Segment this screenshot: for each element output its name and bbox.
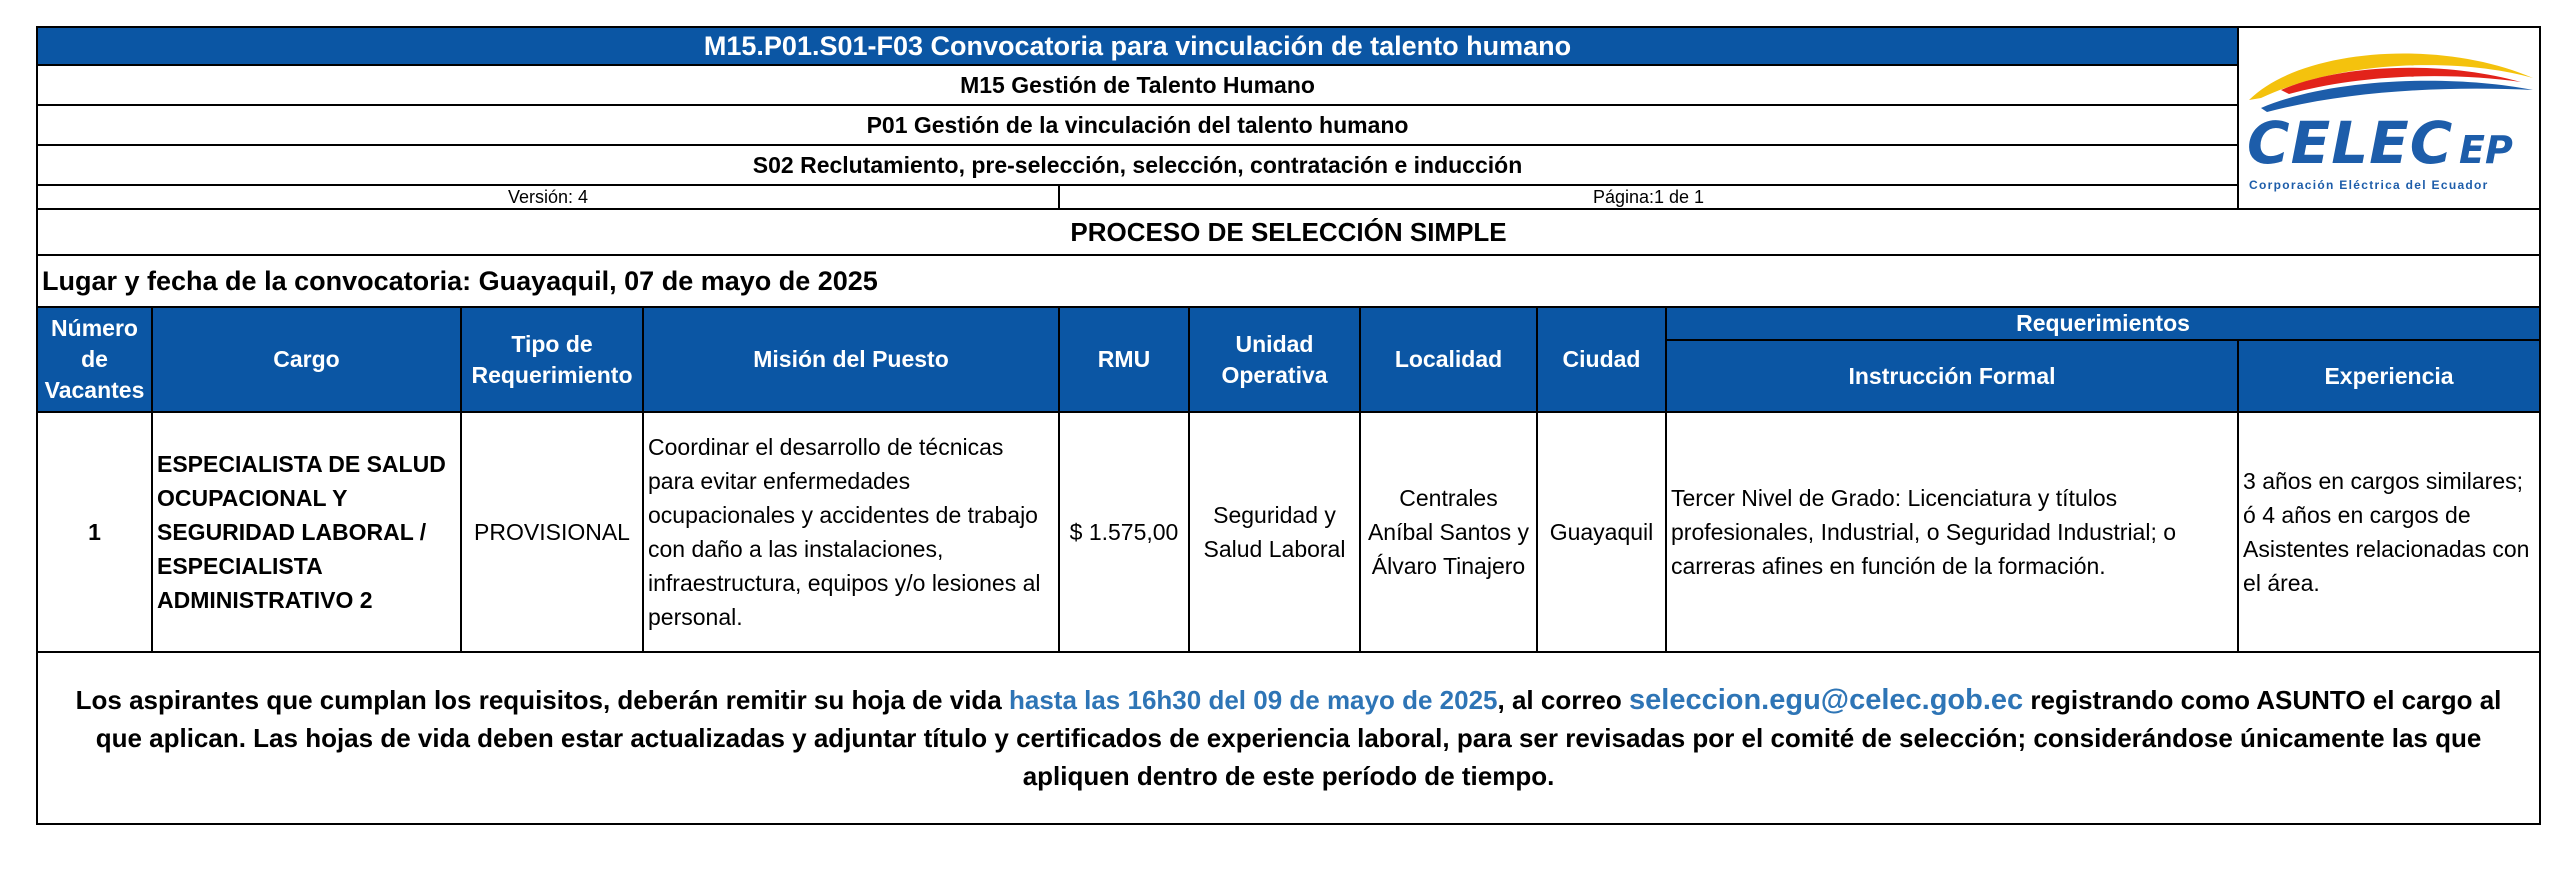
header-tipo: Tipo de Requerimiento [461,307,643,412]
cell-localidad: Centrales Aníbal Santos y Álvaro Tinajero [1360,412,1537,652]
header-localidad: Localidad [1360,307,1537,412]
header-mision: Misión del Puesto [643,307,1059,412]
cell-tipo: PROVISIONAL [461,412,643,652]
cell-instruccion: Tercer Nivel de Grado: Licenciatura y títulos profesionales, Industrial, o Seguridad Industrial; o carreras afines en función de la formación. [1666,412,2238,652]
cell-unidad: Seguridad y Salud Laboral [1189,412,1360,652]
place-date: Lugar y fecha de la convocatoria: Guayaquil, 07 de mayo de 2025 [37,255,2540,307]
convocatoria-table [36,26,2541,825]
header-line-2: P01 Gestión de la vinculación del talento humano [37,105,2238,145]
header-ciudad: Ciudad [1537,307,1666,412]
page-label: Página:1 de 1 [1059,185,2238,209]
header-vacantes: Número de Vacantes [37,307,152,412]
header-instruccion: Instrucción Formal [1666,340,2238,412]
celec-logo [2238,27,2540,209]
table-row [37,412,2540,652]
cell-rmu: $ 1.575,00 [1059,412,1189,652]
header-line-1: M15 Gestión de Talento Humano [37,65,2238,105]
logo-graphic [2241,38,2537,198]
cell-ciudad: Guayaquil [1537,412,1666,652]
header-requerimientos: Requerimientos [1666,307,2540,340]
notice-email-link[interactable]: seleccion.egu@celec.gob.ec [1629,684,2024,716]
application-notice [37,652,2540,824]
process-title: PROCESO DE SELECCIÓN SIMPLE [37,209,2540,255]
cell-experiencia: 3 años en cargos similares; ó 4 años en cargos de Asistentes relacionadas con el área. [2238,412,2540,652]
logo-swoosh-icon [2241,38,2537,118]
cell-vacantes: 1 [37,412,152,652]
cell-mision: Coordinar el desarrollo de técnicas para evitar enfermedades ocupacionales y accidentes de trabajo con daño a las instalaciones, infraestructura, equipos y/o lesiones al personal. [643,412,1059,652]
header-line-3: S02 Reclutamiento, pre-selección, selección, contratación e inducción [37,145,2238,185]
notice-part-2: , al correo [1497,685,1629,715]
notice-part-1: Los aspirantes que cumplan los requisitos, deberán remitir su hoja de vida [75,685,1009,715]
header-unidad: Unidad Operativa [1189,307,1360,412]
logo-name: CELEC [2247,109,2454,177]
notice-deadline: hasta las 16h30 del 09 de mayo de 2025 [1008,685,1498,715]
header-experiencia: Experiencia [2238,340,2540,412]
cell-cargo: ESPECIALISTA DE SALUD OCUPACIONAL Y SEGURIDAD LABORAL / ESPECIALISTA ADMINISTRATIVO 2 [152,412,461,652]
convocatoria-document [36,26,2539,825]
logo-tagline: Corporación Eléctrica del Ecuador [2249,178,2489,192]
logo-suffix: EP [2459,128,2513,172]
form-title: M15.P01.S01-F03 Convocatoria para vinculación de talento humano [37,27,2238,65]
notice-part-3: registrando como ASUNTO el cargo al que aplican. Las hojas de vida deben estar actualizadas y adjuntar título y certificados de experiencia laboral, para ser revisadas por el comité de selección; considerándose únicamente las que apliquen dentro de este período de tiempo. [95,685,2502,791]
version-label: Versión: 4 [37,185,1059,209]
header-rmu: RMU [1059,307,1189,412]
header-cargo: Cargo [152,307,461,412]
